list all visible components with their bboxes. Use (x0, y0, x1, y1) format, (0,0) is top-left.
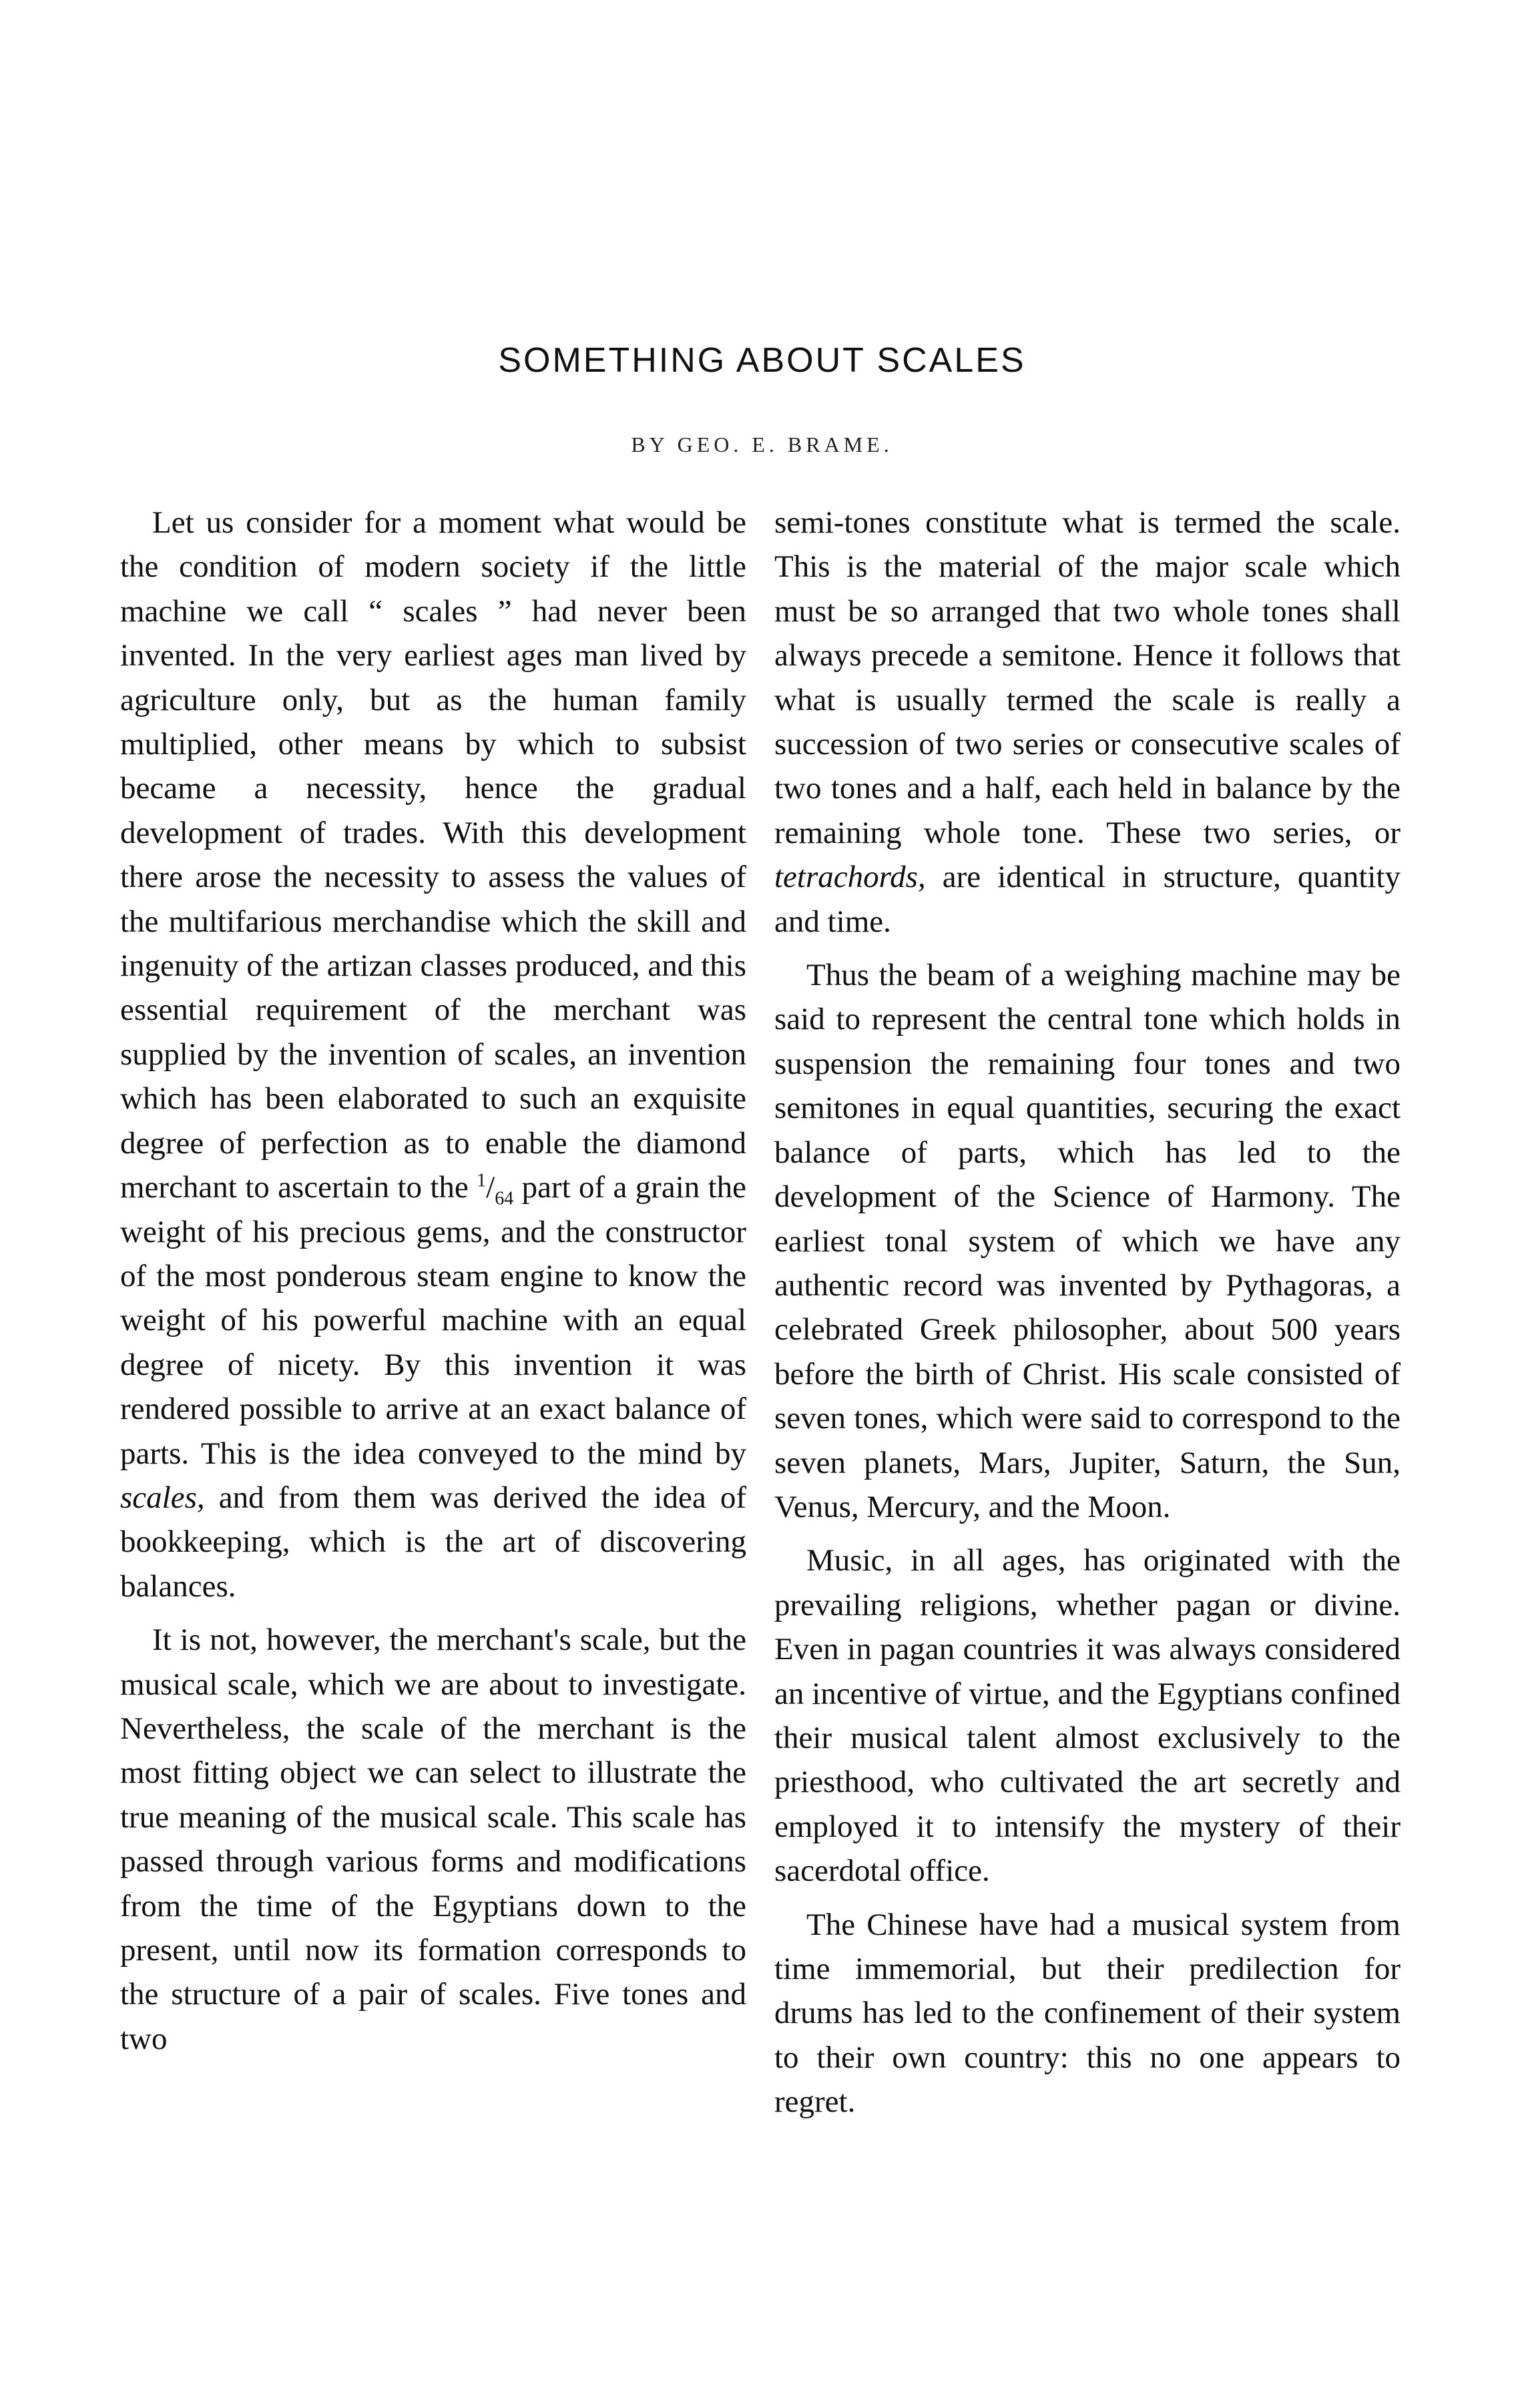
left-column (120, 501, 746, 2070)
right-column (774, 501, 1401, 2134)
right-paragraph-2: Thus the beam of a weighing machine may be said to represent the central tone which holds in suspension the remaining four tones and two semitones in equal quantities, securing the exact balance of parts, which has led to the development of the Science of Harmony. The earliest tonal system of which we have any authentic record was invented by Pythagoras, a celebrated Greek philosopher, about 500 years before the birth of Christ. His scale consisted of seven tones, which were said to correspond to the seven planets, Mars, Jupiter, Saturn, the Sun, Venus, Mercury, and the Moon. (774, 958, 1401, 1524)
right-paragraph-1 (774, 501, 1401, 944)
right-paragraph-1-emphasis: tetrachords, (774, 860, 926, 895)
article-title: SOMETHING ABOUT SCALES (498, 341, 1026, 380)
article-byline: BY GEO. E. BRAME. (631, 432, 893, 457)
fraction-one-sixty-fourth: $^1/_{64}$ (477, 1170, 514, 1209)
fraction-numerator: 1 (477, 1170, 487, 1191)
left-paragraph-1-text-b: part of a grain the weight of his precious gems, and the constructor of the most ponderous steam engine to know the weight of his powerful machine with an equal degree of nicety. By this invention it was rendered possible to arrive at an exact balance of parts. This is the idea conveyed to the mind by (120, 1170, 747, 1471)
left-paragraph-1-text-c: and from them was derived the idea of bookkeeping, which is the art of discovering balances. (120, 1480, 747, 1604)
right-paragraph-1-text-b: are identical in structure, quantity and time. (774, 860, 1401, 939)
right-paragraph-4: The Chinese have had a musical system from time immemorial, but their predilection for drums has led to the confinement of their system to their own country: this no one appears to regret. (774, 1907, 1401, 2120)
right-paragraph-3: Music, in all ages, has originated with the prevailing religions, whether pagan or divine. Even in pagan countries it was always considered an incentive of virtue, and the Egyptians confined their musical talent almost exclusively to the priesthood, who cultivated the art secretly and employed it to intensify the mystery of their sacerdotal office. (774, 1543, 1401, 1889)
right-paragraph-1-text-a: semi-tones constitute what is termed the scale. This is the material of the major scale which must be so arranged that two whole tones shall always precede a semitone. Hence it follows that what is usually termed the scale is really a succession of two series or consecutive scales of two tones and a half, each held in balance by the remaining whole tone. These two series, or (774, 505, 1401, 850)
left-paragraph-1-text-a: Let us consider for a moment what would be the condition of modern society if the little machine we call “ scales ” had never been invented. In the very earliest ages man lived by agriculture only, but as the human family multiplied, other means by which to subsist became a necessity, hence the gradual development of trades. With this development there arose the necessity to assess the values of the multifarious merchandise which the skill and ingenuity of the artizan classes produced, and this essential requirement of the merchant was supplied by the invention of scales, an invention which has been elaborated to such an exquisite degree of perfection as to enable the diamond merchant to ascertain to the (120, 505, 746, 1205)
left-paragraph-1 (120, 501, 746, 1608)
left-paragraph-2: It is not, however, the merchant's scale, but the musical scale, which we are about to investigate. Nevertheless, the scale of the merchant is the most fitting object we can select to illustrate the true meaning of the musical scale. This scale has passed through various forms and modifications from the time of the Egyptians down to the present, until now its formation corresponds to the structure of a pair of scales. Five tones and two (120, 1622, 746, 2056)
fraction-denominator: 64 (495, 1188, 514, 1209)
left-paragraph-1-emphasis: scales, (120, 1480, 205, 1515)
